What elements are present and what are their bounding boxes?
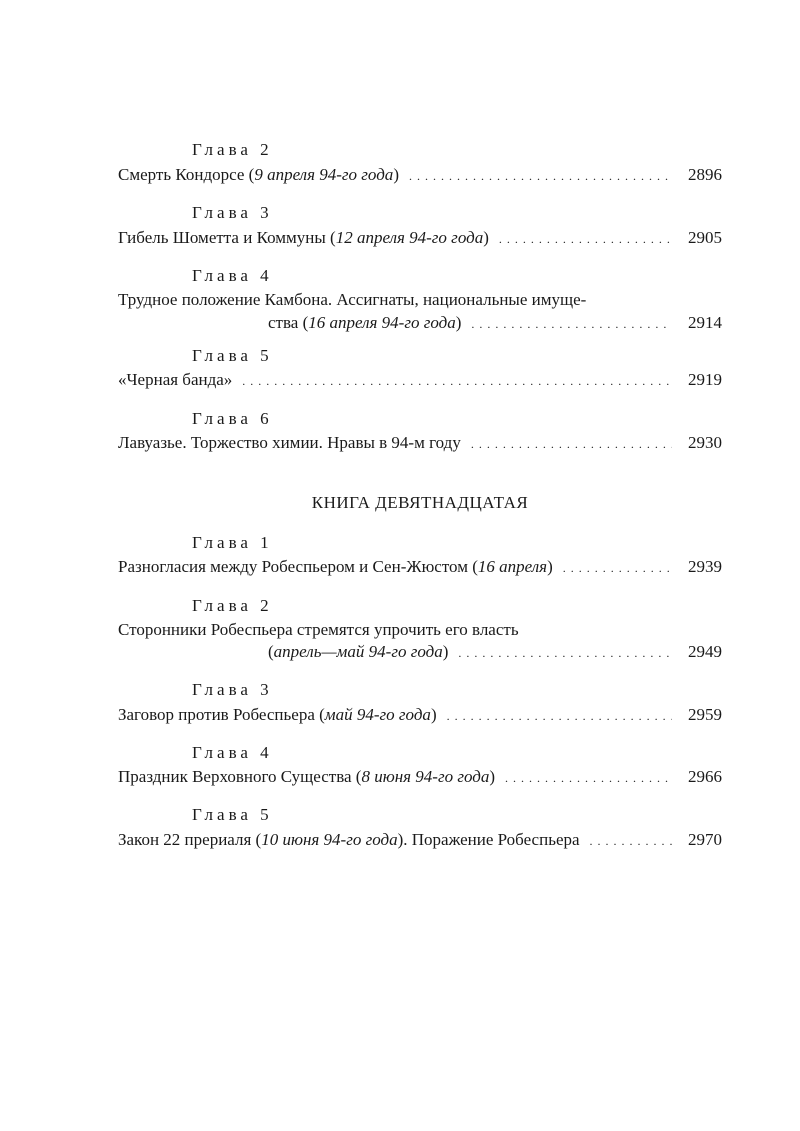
leader-dots	[505, 767, 672, 789]
chapter-heading: Глава 2	[192, 140, 273, 159]
leader-dots	[471, 433, 672, 455]
entry-title: Праздник Верховного Существа (8 июня 94-го года)	[118, 767, 496, 786]
chapter-heading: Глава 5	[192, 805, 273, 824]
entry-title: ства (16 апреля 94-го года)	[268, 313, 462, 332]
toc-entry[interactable]	[118, 704, 722, 726]
entry-title-line1: Сторонники Робеспьера стремятся упрочить его власть	[118, 620, 519, 639]
toc-entry[interactable]	[118, 766, 722, 788]
toc-entry[interactable]	[118, 164, 722, 186]
entry-title: Лавуазье. Торжество химии. Нравы в 94-м году	[118, 433, 461, 452]
page-number: 2970	[688, 830, 722, 849]
entry-title: Заговор против Робеспьера (май 94-го года)	[118, 705, 437, 724]
toc-entry[interactable]	[118, 829, 722, 851]
page-number: 2959	[688, 705, 722, 724]
chapter-heading: Глава 4	[192, 743, 273, 762]
leader-dots	[242, 370, 672, 392]
toc-entry[interactable]	[118, 227, 722, 249]
entry-title-line1: Трудное положение Камбона. Ассигнаты, национальные имуще-	[118, 290, 587, 309]
book-title: КНИГА ДЕВЯТНАДЦАТАЯ	[311, 493, 529, 512]
chapter-heading: Глава 4	[192, 266, 273, 285]
leader-dots	[499, 228, 672, 250]
chapter-heading: Глава 1	[192, 533, 273, 552]
leader-dots	[458, 642, 672, 664]
chapter-heading: Глава 3	[192, 680, 273, 699]
toc-entry[interactable]	[268, 641, 722, 663]
entry-title: Закон 22 прериаля (10 июня 94-го года). Поражение Робеспьера	[118, 830, 580, 849]
page-number: 2949	[688, 642, 722, 661]
page-number: 2905	[688, 228, 722, 247]
entry-title: «Черная банда»	[118, 370, 233, 389]
page-number: 2914	[688, 313, 722, 332]
toc-entry[interactable]	[118, 432, 722, 454]
leader-dots	[471, 313, 672, 335]
leader-dots	[590, 830, 672, 852]
page-number: 2930	[688, 433, 722, 452]
entry-title: Гибель Шометта и Коммуны (12 апреля 94-го года)	[118, 228, 489, 247]
chapter-heading: Глава 3	[192, 203, 273, 222]
toc-entry[interactable]	[268, 312, 722, 334]
page-number: 2939	[688, 557, 722, 576]
entry-title: Смерть Кондорсе (9 апреля 94-го года)	[118, 165, 399, 184]
entry-title: (апрель—май 94-го года)	[268, 642, 449, 661]
page-number: 2896	[688, 165, 722, 184]
leader-dots	[447, 705, 672, 727]
chapter-heading: Глава 6	[192, 409, 273, 428]
page-number: 2919	[688, 370, 722, 389]
leader-dots	[409, 165, 672, 187]
leader-dots	[563, 557, 672, 579]
page-number: 2966	[688, 767, 722, 786]
toc-entry[interactable]	[118, 556, 722, 578]
entry-title: Разногласия между Робеспьером и Сен-Жюстом (16 апреля)	[118, 557, 553, 576]
chapter-heading: Глава 5	[192, 346, 273, 365]
toc-entry[interactable]	[118, 369, 722, 391]
chapter-heading: Глава 2	[192, 596, 273, 615]
